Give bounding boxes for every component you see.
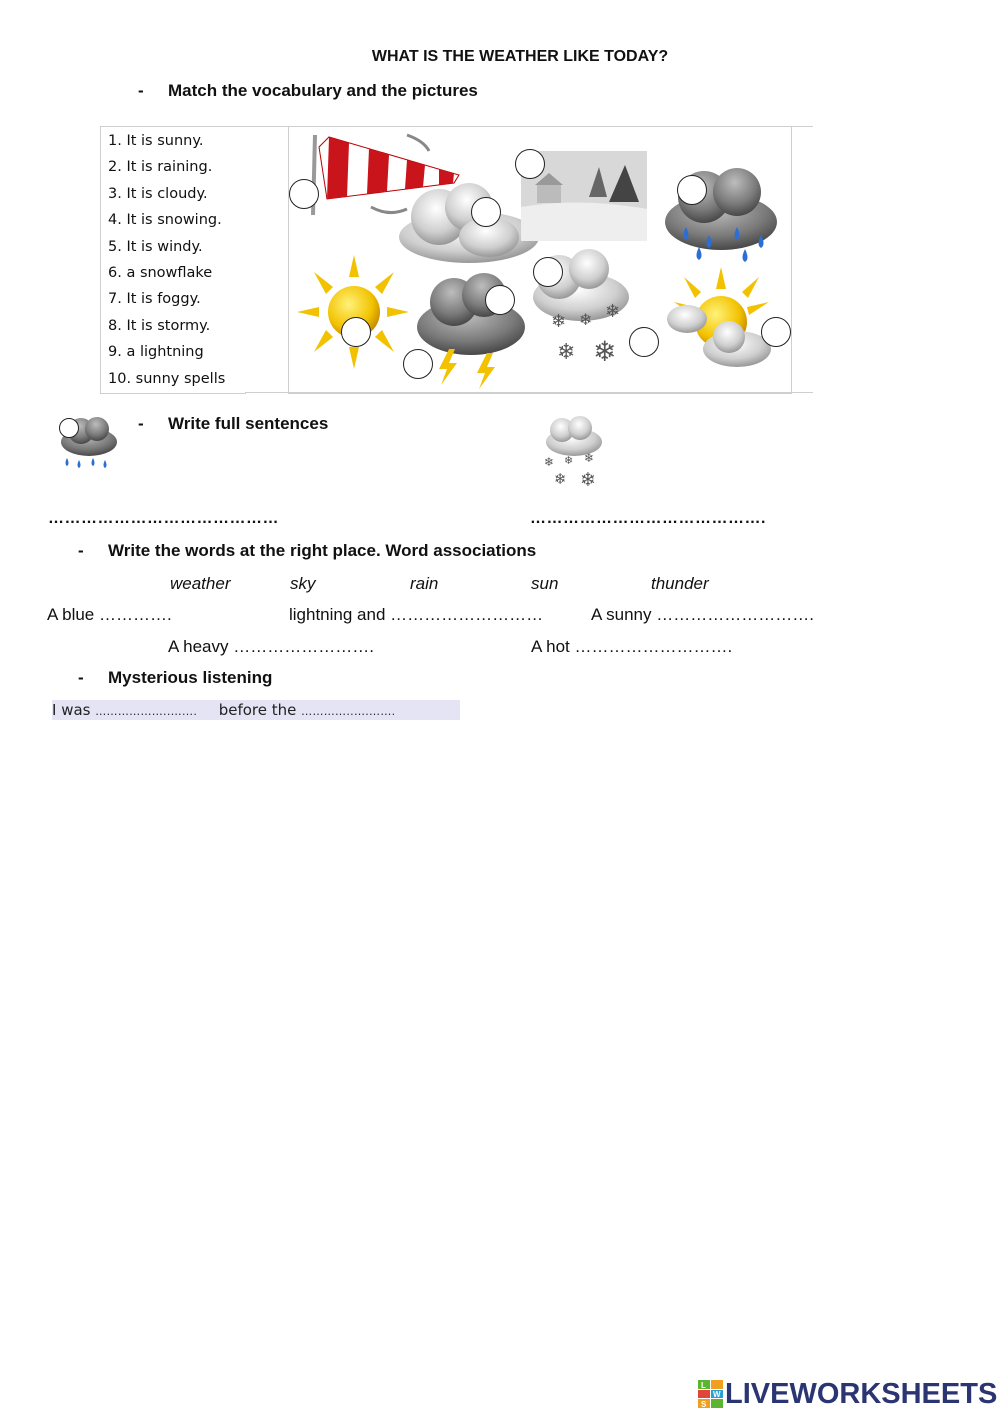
vocab-item-3: 3. It is cloudy.	[108, 185, 208, 202]
cloudy-picture	[399, 183, 539, 263]
association-heavy[interactable]: A heavy …………………….	[168, 637, 374, 656]
vocab-item-2: 2. It is raining.	[108, 159, 213, 176]
answer-circle-small[interactable]	[59, 418, 79, 438]
svg-text:❄: ❄	[580, 469, 596, 488]
raining-small-picture	[55, 414, 119, 474]
vocabulary-list	[108, 130, 225, 394]
answer-circle-windsock[interactable]	[289, 179, 319, 209]
svg-text:❄: ❄	[584, 451, 595, 465]
page-title: WHAT IS THE WEATHER LIKE TODAY?	[371, 48, 669, 65]
logo-mark-icon	[698, 1380, 724, 1408]
section1-bullet: -	[138, 81, 144, 100]
vocab-item-8: 8. It is stormy.	[108, 317, 211, 334]
association-blue[interactable]: A blue ………….	[47, 605, 172, 624]
svg-text:❄: ❄	[544, 455, 555, 469]
section4-bullet: -	[78, 668, 84, 687]
vocab-item-6: 6. a snowflake	[108, 264, 213, 281]
answer-circle-sunny[interactable]	[341, 317, 371, 347]
vocab-item-1: 1. It is sunny.	[108, 133, 204, 149]
section4-heading: Mysterious listening	[108, 668, 273, 687]
svg-text:❄: ❄	[593, 335, 617, 368]
logo-letter-w: W	[713, 1390, 721, 1399]
svg-text:❄: ❄	[557, 340, 576, 365]
svg-text:❄: ❄	[554, 470, 567, 488]
answer-circle-stormy[interactable]	[485, 285, 515, 315]
vocab-item-7: 7. It is foggy.	[108, 291, 201, 308]
section2-heading: Write full sentences	[168, 414, 329, 433]
word-sky: sky	[290, 574, 316, 593]
association-lightning[interactable]: lightning and ………………………	[289, 605, 544, 624]
sunny-picture	[297, 255, 409, 369]
vocab-item-10: 10. sunny spells	[108, 370, 226, 387]
answer-circle-foggy[interactable]	[515, 149, 545, 179]
answer-circle-snowflake[interactable]	[629, 327, 659, 357]
section3-bullet: -	[78, 541, 84, 560]
section3-heading: Write the words at the right place. Word associations	[108, 541, 537, 560]
logo-letter-l: L	[701, 1381, 706, 1390]
section1-heading: Match the vocabulary and the pictures	[168, 81, 478, 100]
svg-text:❄: ❄	[605, 301, 621, 322]
answer-circle-sunny-spells[interactable]	[761, 317, 791, 347]
listening-part2: before the	[218, 701, 297, 719]
vocab-item-4: 4. It is snowing.	[108, 212, 222, 229]
word-sun: sun	[531, 574, 559, 593]
svg-text:❄: ❄	[579, 310, 593, 329]
pictures-panel	[288, 126, 792, 394]
answer-circle-snowing[interactable]	[533, 257, 563, 287]
listening-blank1[interactable]: ………………..…....	[95, 705, 198, 718]
svg-text:❄: ❄	[564, 454, 574, 467]
answer-circle-raining[interactable]	[677, 175, 707, 205]
svg-text:❄: ❄	[551, 311, 567, 332]
listening-part1: I was	[52, 701, 91, 719]
liveworksheets-logo	[698, 1378, 997, 1410]
sentence-blank-right[interactable]: …………………………………….	[530, 510, 766, 527]
word-rain: rain	[410, 574, 439, 593]
vocab-item-5: 5. It is windy.	[108, 238, 203, 255]
sentence-blank-left[interactable]: ……………………………………	[48, 510, 279, 527]
word-thunder: thunder	[651, 574, 709, 593]
listening-sentence	[52, 700, 460, 720]
answer-circle-lightning[interactable]	[403, 349, 433, 379]
sunny-spells-picture	[667, 267, 771, 367]
association-sunny[interactable]: A sunny ……………………….	[591, 605, 814, 624]
word-weather: weather	[170, 574, 231, 593]
logo-letter-s: S	[701, 1400, 707, 1408]
vocab-item-9: 9. a lightning	[108, 344, 204, 361]
section2-bullet: -	[138, 414, 144, 433]
answer-circle-cloudy[interactable]	[471, 197, 501, 227]
snowing-small-picture	[540, 414, 606, 488]
association-hot[interactable]: A hot ……………………….	[531, 637, 733, 656]
listening-blank2[interactable]: …………..….…….	[301, 705, 396, 718]
logo-text: LIVEWORKSHEETS	[725, 1377, 998, 1410]
